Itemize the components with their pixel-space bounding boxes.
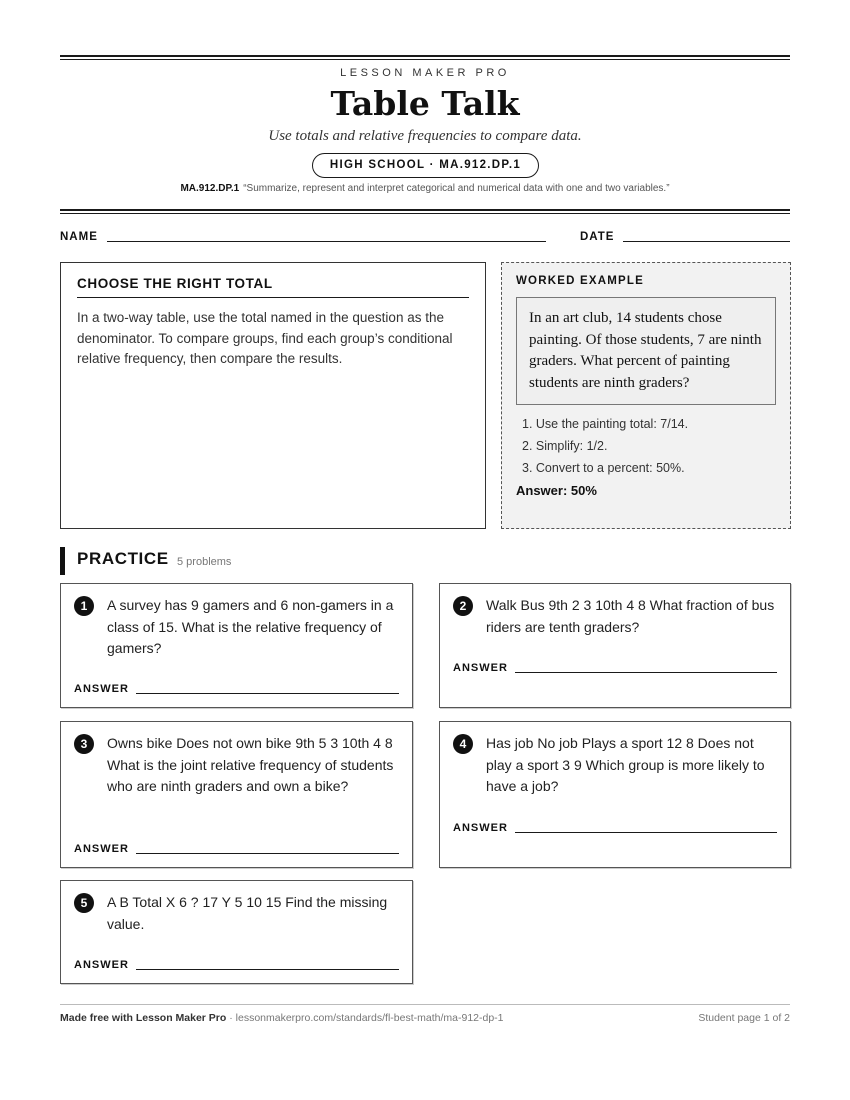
problem-number-badge: 2 — [453, 596, 473, 616]
problem-card-4 — [439, 721, 791, 868]
answer-label: ANSWER — [453, 662, 508, 674]
answer-field[interactable] — [136, 693, 399, 694]
worked-example-heading: WORKED EXAMPLE — [516, 275, 644, 287]
footer-credit — [60, 1012, 504, 1024]
answer-label: ANSWER — [74, 683, 129, 695]
answer-label: ANSWER — [74, 843, 129, 855]
problem-number-badge: 3 — [74, 734, 94, 754]
answer-field[interactable] — [136, 853, 399, 854]
name-field[interactable] — [107, 241, 546, 242]
practice-heading: PRACTICE — [77, 549, 169, 568]
standard-code: MA.912.DP.1 — [180, 183, 240, 194]
answer-field[interactable] — [515, 672, 777, 673]
worked-example-problem: In an art club, 14 students chose painting. Of those students, 7 are ninth graders. What percent of painting students are ninth graders? — [516, 297, 776, 405]
date-label: DATE — [580, 231, 615, 243]
problem-number-badge: 1 — [74, 596, 94, 616]
info-body: In a two-way table, use the total named in the question as the denominator. To compare groups, find each group’s conditional relative frequency, then compare the results. — [77, 310, 453, 366]
worked-step: 2. Simplify: 1/2. — [522, 439, 608, 453]
info-box — [60, 262, 486, 529]
worksheet-title: Table Talk — [330, 84, 520, 123]
footer-rule — [60, 1004, 790, 1005]
footer-page-number: Student page 1 of 2 — [698, 1012, 790, 1024]
worksheet-subtitle: Use totals and relative frequencies to compare data. — [268, 128, 582, 144]
answer-label: ANSWER — [74, 959, 129, 971]
header-top-rule — [60, 55, 790, 60]
answer-label: ANSWER — [453, 822, 508, 834]
problem-card-2 — [439, 583, 791, 708]
problem-text: Has job No job Plays a sport 12 8 Does not play a sport 3 9 Which group is more likely to have a job? — [486, 735, 765, 794]
worked-step: 1. Use the painting total: 7/14. — [522, 417, 689, 431]
problem-text: A B Total X 6 ? 17 Y 5 10 15 Find the missing value. — [107, 894, 388, 932]
answer-field[interactable] — [136, 969, 399, 970]
problem-card-3 — [60, 721, 413, 868]
worked-example-steps — [516, 413, 776, 479]
worked-example-box — [501, 262, 791, 529]
problem-card-1 — [60, 583, 413, 708]
problem-number-badge: 4 — [453, 734, 473, 754]
practice-count: 5 problems — [177, 556, 232, 568]
standard-line — [0, 183, 850, 194]
brand-name: LESSON MAKER PRO — [340, 67, 510, 79]
worked-example-answer: Answer: 50% — [516, 483, 597, 498]
name-label: NAME — [60, 231, 98, 243]
standard-description: “Summarize, represent and interpret categorical and numerical data with one and two variables.” — [243, 183, 670, 194]
problem-card-5 — [60, 880, 413, 984]
header-bottom-rule — [60, 209, 790, 214]
answer-field[interactable] — [515, 832, 777, 833]
footer-url: · lessonmakerpro.com/standards/fl-best-math/ma-912-dp-1 — [226, 1012, 504, 1024]
problem-text: Owns bike Does not own bike 9th 5 3 10th 4 8 What is the joint relative frequency of students who are ninth graders and own a bike? — [107, 735, 394, 794]
date-field[interactable] — [623, 241, 790, 242]
grade-standard-badge: HIGH SCHOOL · MA.912.DP.1 — [312, 153, 539, 178]
problem-text: A survey has 9 gamers and 6 non-gamers in a class of 15. What is the relative frequency of gamers? — [107, 597, 394, 656]
info-heading: CHOOSE THE RIGHT TOTAL — [77, 276, 469, 298]
worked-step: 3. Convert to a percent: 50%. — [522, 461, 685, 475]
problem-text: Walk Bus 9th 2 3 10th 4 8 What fraction of bus riders are tenth graders? — [486, 597, 775, 635]
footer-made-with: Made free with Lesson Maker Pro — [60, 1012, 227, 1024]
practice-accent-bar — [60, 547, 65, 575]
problem-number-badge: 5 — [74, 893, 94, 913]
